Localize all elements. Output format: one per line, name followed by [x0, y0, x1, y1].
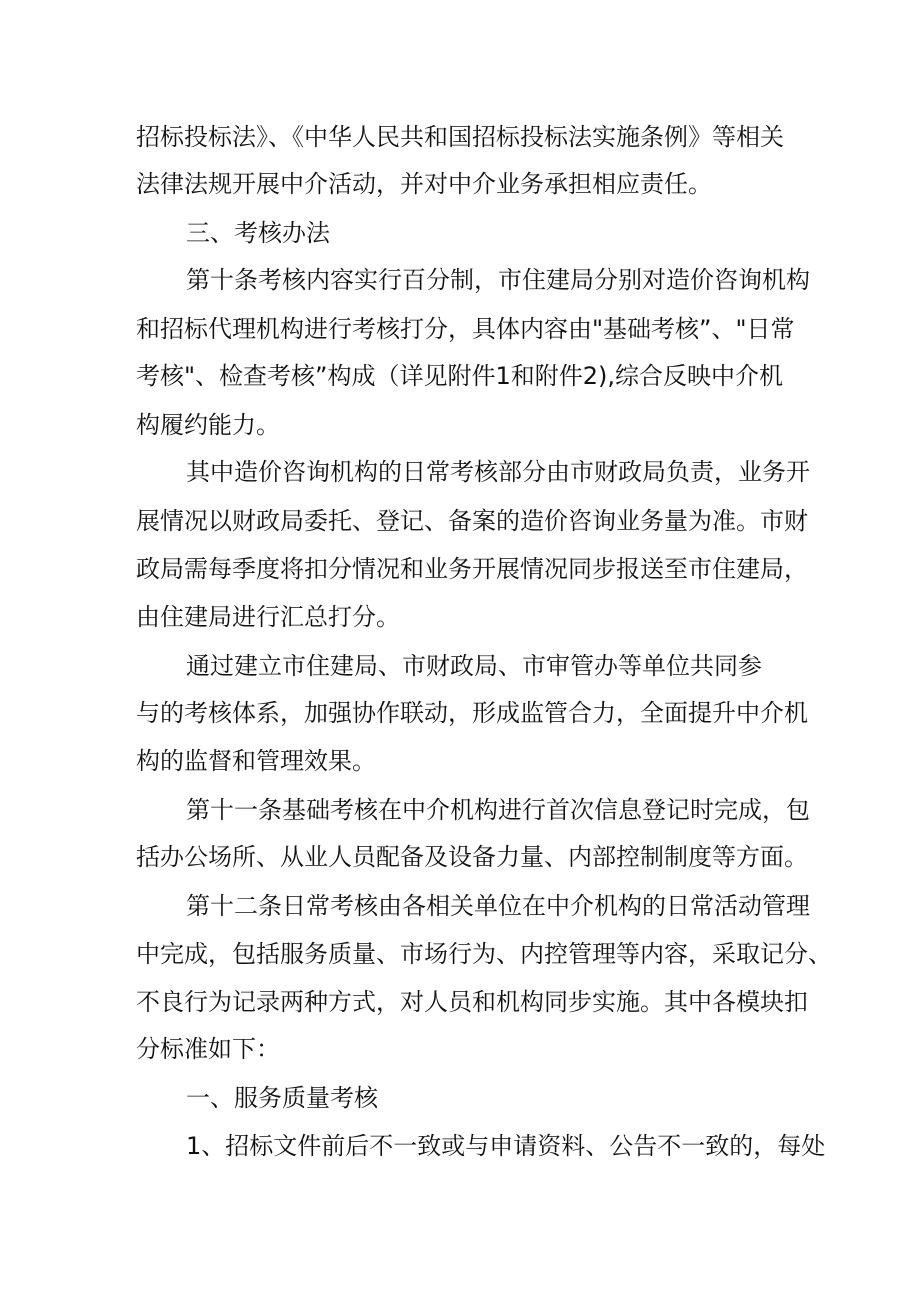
text-line: 考核"、检查考核”构成（详见附件1和附件2),综合反映中介机 — [136, 362, 784, 390]
section-heading: 一、服务质量考核 — [186, 1084, 378, 1112]
text-line: 构的监督和管理效果。 — [136, 747, 376, 775]
text-line: 第十一条基础考核在中介机构进行首次信息登记时完成，包 — [186, 796, 810, 824]
text-line: 构履约能力。 — [136, 411, 280, 439]
text-line: 展情况以财政局委托、登记、备案的造价咨询业务量为准。市财 — [136, 507, 808, 535]
text-line: 通过建立市住建局、市财政局、市审管办等单位共同参 — [186, 652, 762, 680]
section-heading: 三、考核办法 — [186, 219, 330, 247]
text-line: 和招标代理机构进行考核打分，具体内容由"基础考核”、"日常 — [136, 315, 795, 343]
text-line: 与的考核体系，加强协作联动，形成监管合力，全面提升中介机 — [136, 699, 808, 727]
text-line: 分标准如下： — [136, 1035, 280, 1063]
text-line: 1、招标文件前后不一致或与申请资料、公告不一致的，每处 — [186, 1132, 826, 1160]
text-line: 其中造价咨询机构的日常考核部分由市财政局负责，业务开 — [186, 458, 810, 486]
text-line: 招标投标法》、《中华人民共和国招标投标法实施条例》等相关 — [136, 123, 784, 151]
text-line: 不良行为记录两种方式，对人员和机构同步实施。其中各模块扣 — [136, 988, 808, 1016]
text-line: 第十二条日常考核由各相关单位在中介机构的日常活动管理 — [186, 892, 810, 920]
text-line: 政局需每季度将扣分情况和业务开展情况同步报送至市住建局， — [136, 555, 808, 583]
text-line: 法律法规开展中介活动，并对中介业务承担相应责任。 — [136, 170, 712, 198]
text-line: 第十条考核内容实行百分制，市住建局分别对造价咨询机构 — [186, 266, 810, 294]
text-line: 由住建局进行汇总打分。 — [136, 603, 400, 631]
text-line: 括办公场所、从业人员配备及设备力量、内部控制制度等方面。 — [136, 843, 808, 871]
text-line: 中完成，包括服务质量、市场行为、内控管理等内容，采取记分、 — [136, 940, 832, 968]
